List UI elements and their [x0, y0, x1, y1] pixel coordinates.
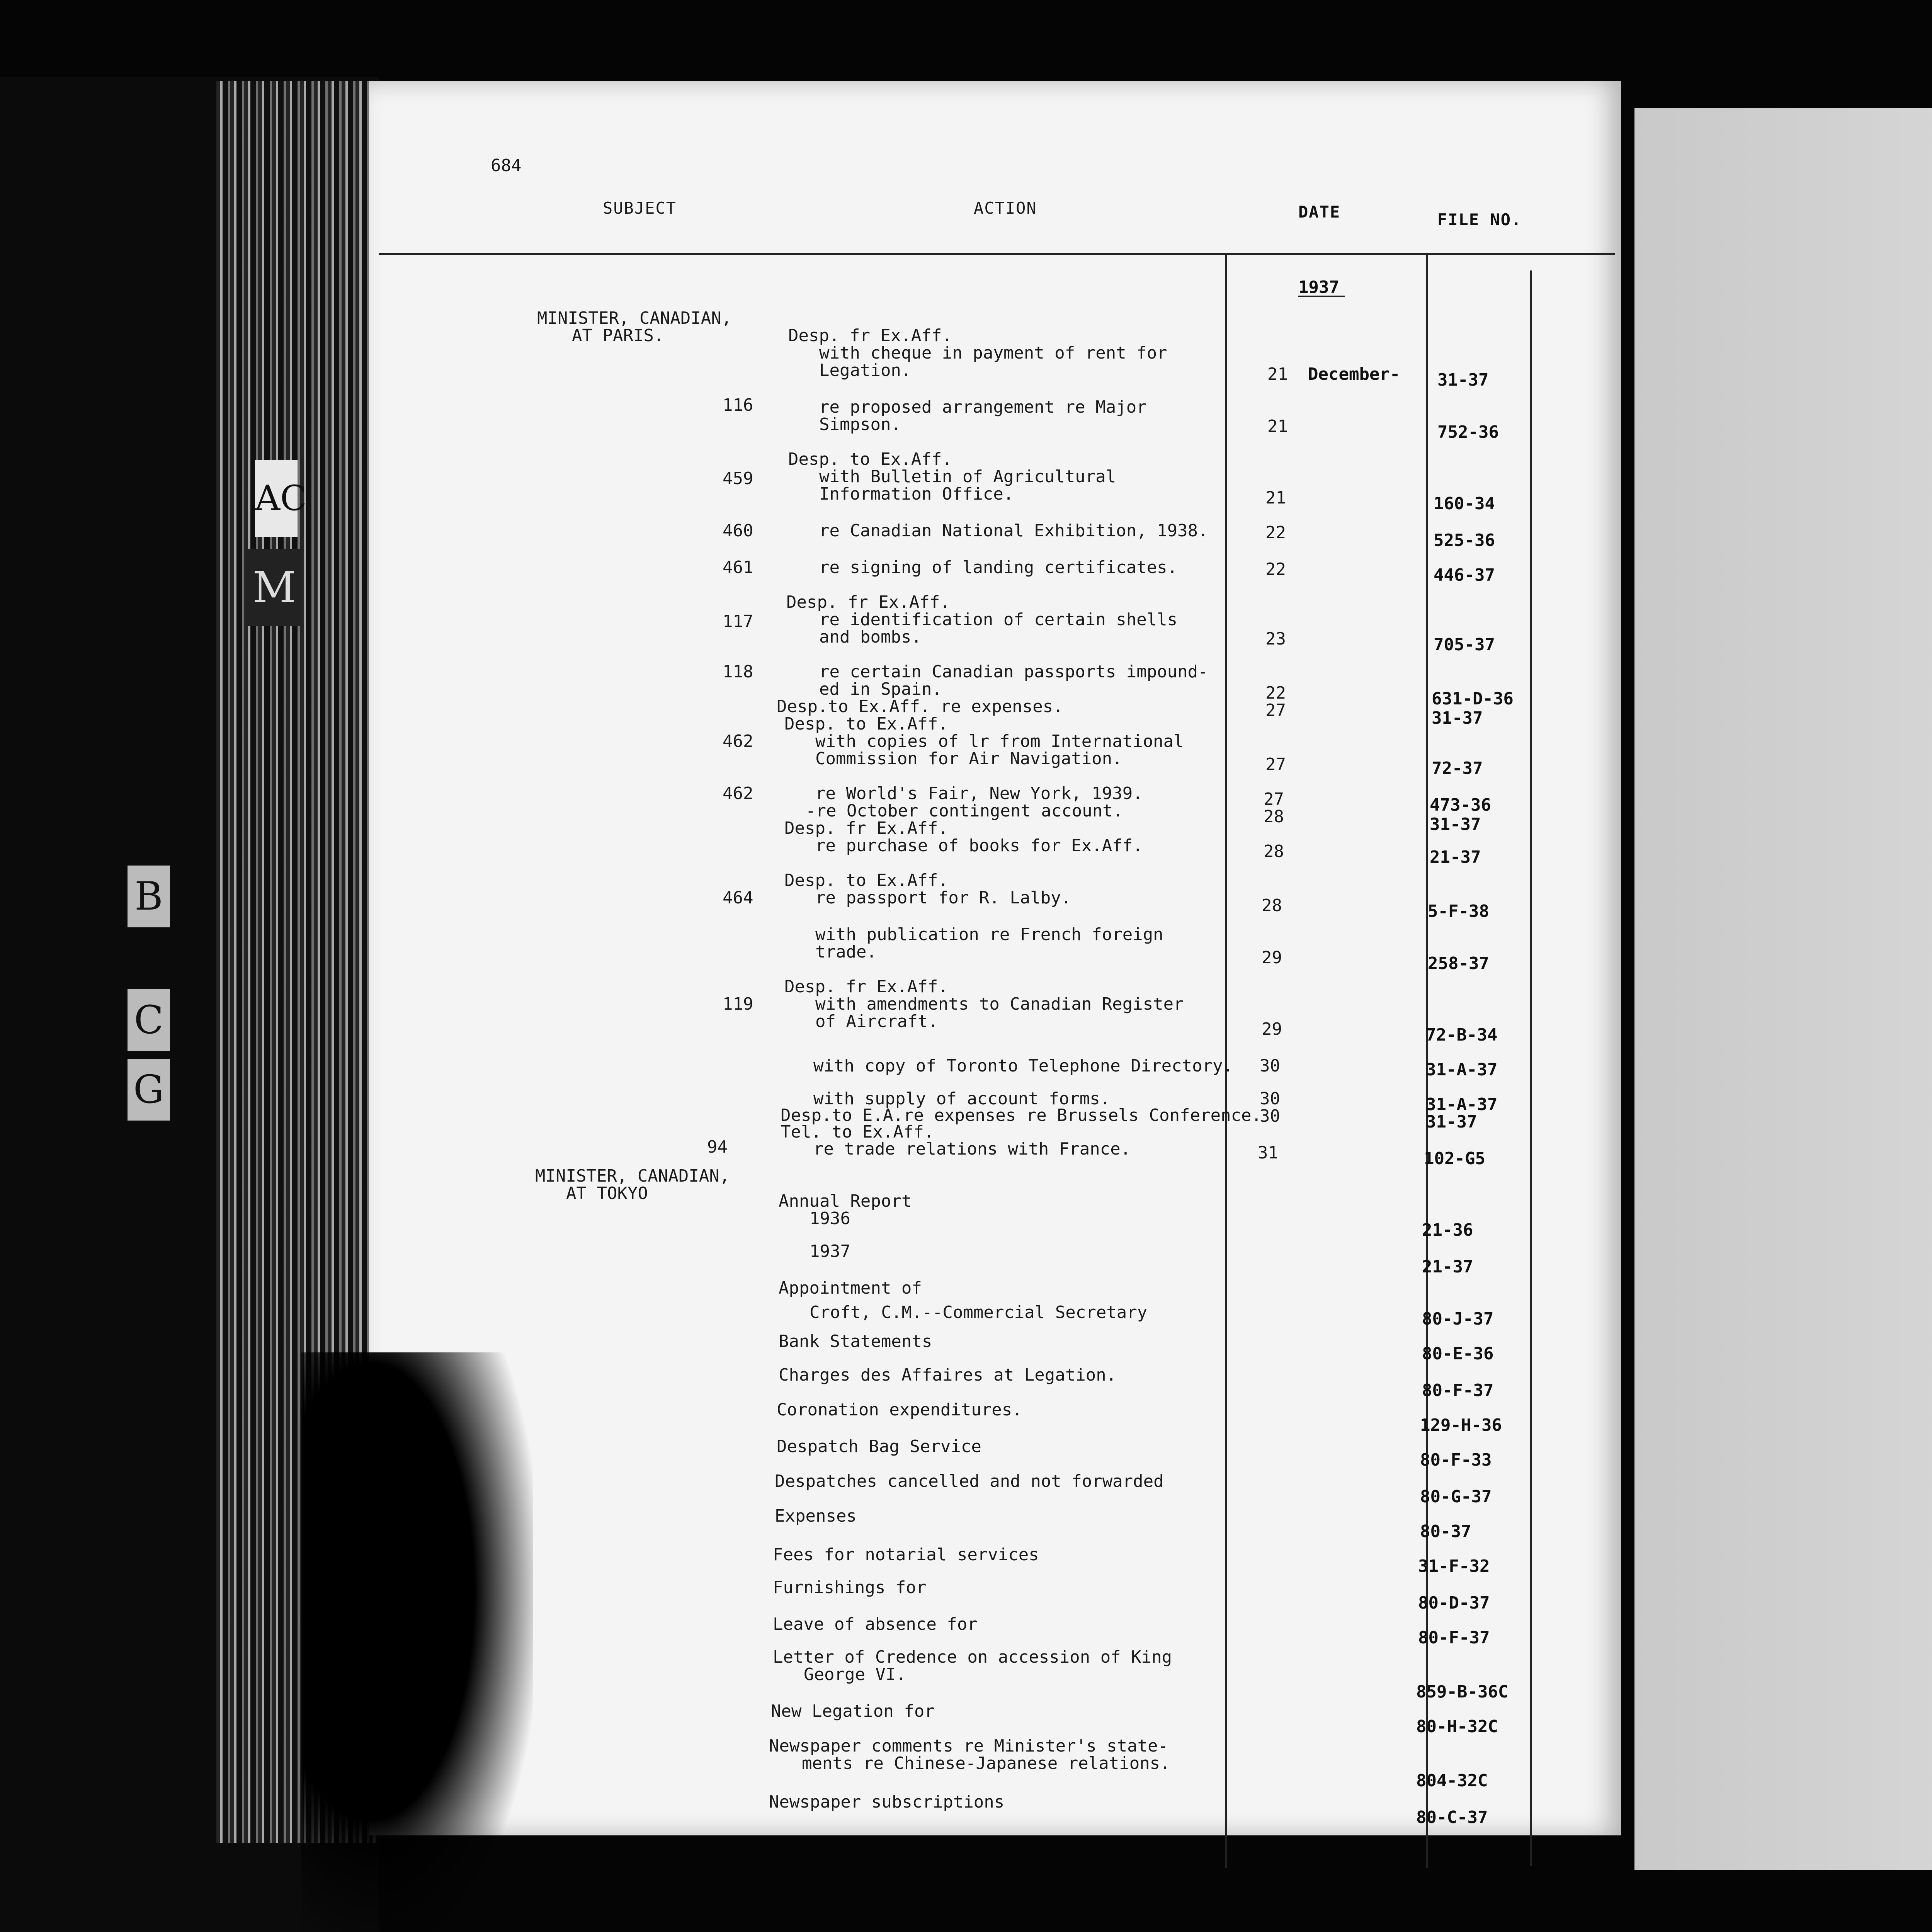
- file-number: 473-36: [1430, 795, 1491, 815]
- date-day: 23: [1265, 629, 1286, 649]
- action-line: Desp. fr Ex.Aff.: [788, 326, 952, 345]
- date-day: 30: [1260, 1106, 1280, 1126]
- date-day: 31: [1258, 1143, 1278, 1163]
- index-tab-a: AC: [255, 460, 298, 537]
- file-number: 102-G5: [1424, 1149, 1485, 1168]
- date-day: 28: [1262, 896, 1282, 915]
- date-day: 22: [1265, 683, 1286, 703]
- file-number: 72-37: [1432, 759, 1483, 778]
- subject-tokyo-line2: AT TOKYO: [566, 1184, 648, 1203]
- action-line: Fees for notarial services: [773, 1545, 1039, 1565]
- file-number: 752-36: [1437, 422, 1499, 442]
- file-number: 31-37: [1432, 708, 1483, 728]
- subject-header: SUBJECT: [603, 199, 677, 218]
- action-line: Desp.to E.A.re expenses re Brussels Conference.: [781, 1105, 1262, 1125]
- action-line: with Bulletin of Agricultural: [819, 467, 1116, 486]
- action-line: Coronation expenditures.: [777, 1400, 1022, 1420]
- action-line: Information Office.: [819, 484, 1014, 504]
- action-line: Annual Report: [779, 1191, 912, 1211]
- file-number: 80-J-37: [1422, 1309, 1494, 1329]
- action-line: 1937: [810, 1242, 850, 1261]
- file-number: 31-37: [1430, 815, 1481, 834]
- date-day: 29: [1262, 1019, 1282, 1039]
- action-line: re identification of certain shells: [819, 610, 1178, 629]
- action-line: Commission for Air Navigation.: [815, 749, 1122, 769]
- action-line: Appointment of: [779, 1278, 922, 1298]
- file-number: 80-37: [1420, 1522, 1471, 1541]
- date-day: 21: [1265, 488, 1286, 508]
- year-heading: 1937: [1298, 277, 1339, 297]
- action-line: re signing of landing certificates.: [819, 558, 1178, 577]
- action-line: of Aircraft.: [815, 1012, 938, 1031]
- action-line: ed in Spain.: [819, 679, 942, 699]
- action-line: Newspaper subscriptions: [769, 1792, 1005, 1812]
- action-line: Desp. fr Ex.Aff.: [786, 592, 950, 612]
- file-no-header: FILE NO.: [1437, 210, 1522, 229]
- index-tab-b: B: [128, 866, 170, 927]
- page-number: 684: [491, 156, 522, 175]
- action-line: ments re Chinese-Japanese relations.: [802, 1753, 1170, 1773]
- action-line: re passport for R. Lalby.: [815, 888, 1071, 908]
- action-line: New Legation for: [771, 1701, 935, 1721]
- date-day: 30: [1260, 1056, 1280, 1076]
- action-line: Desp.to Ex.Aff. re expenses.: [777, 697, 1063, 716]
- file-number: 705-37: [1434, 635, 1495, 655]
- hand-shadow-left: [301, 1352, 533, 1932]
- action-line: 1936: [810, 1209, 850, 1228]
- action-line: with cheque in payment of rent for: [819, 343, 1167, 363]
- action-line: Desp. fr Ex.Aff.: [784, 818, 948, 838]
- file-number: 31-A-37: [1426, 1095, 1498, 1114]
- right-blank-page: [1634, 108, 1932, 1870]
- file-number: 31-F-32: [1418, 1556, 1490, 1576]
- date-day: 29: [1262, 948, 1282, 968]
- action-line: Charges des Affaires at Legation.: [779, 1365, 1117, 1385]
- despatch-number: 117: [723, 612, 753, 631]
- file-number: 21-37: [1422, 1257, 1473, 1277]
- file-number: 80-F-37: [1422, 1381, 1494, 1400]
- date-day: 21: [1267, 417, 1288, 436]
- subject-paris-line1: MINISTER, CANADIAN,: [537, 308, 732, 328]
- file-number: 31-37: [1426, 1112, 1477, 1132]
- action-line: Expenses: [775, 1506, 857, 1526]
- action-line: Despatches cancelled and not forwarded: [775, 1471, 1164, 1491]
- action-line: re Canadian National Exhibition, 1938.: [819, 521, 1208, 541]
- file-number: 80-H-32C: [1416, 1717, 1498, 1736]
- action-line: and bombs.: [819, 627, 922, 647]
- index-tab-m: M: [247, 549, 301, 626]
- action-line: Desp. fr Ex.Aff.: [784, 977, 948, 997]
- file-number: 859-B-36C: [1416, 1682, 1509, 1702]
- date-day: 27: [1265, 701, 1286, 720]
- date-day: 22: [1265, 560, 1286, 579]
- file-number: 80-G-37: [1420, 1487, 1492, 1507]
- action-header: ACTION: [974, 199, 1037, 218]
- file-number: 804-32C: [1416, 1771, 1488, 1791]
- action-line: with publication re French foreign: [815, 925, 1163, 944]
- index-tab-c: C: [128, 989, 170, 1051]
- date-month: December-: [1308, 364, 1400, 384]
- file-number: 258-37: [1428, 954, 1489, 973]
- file-number: 31-37: [1437, 370, 1489, 390]
- file-number: 631-D-36: [1432, 689, 1514, 709]
- action-line: Legation.: [819, 361, 912, 380]
- action-line: Desp. to Ex.Aff.: [788, 449, 952, 469]
- file-number: 5-F-38: [1428, 901, 1489, 921]
- file-number: 525-36: [1434, 531, 1495, 550]
- file-number: 21-36: [1422, 1220, 1473, 1240]
- action-line: Simpson.: [819, 415, 901, 434]
- despatch-number: 460: [723, 521, 753, 541]
- file-number: 80-F-33: [1420, 1450, 1492, 1470]
- date-day: 22: [1265, 523, 1286, 543]
- subject-tokyo-line1: MINISTER, CANADIAN,: [535, 1166, 730, 1186]
- date-day: 28: [1264, 842, 1284, 861]
- action-line: Letter of Credence on accession of King: [773, 1647, 1172, 1667]
- action-line: -re October contingent account.: [806, 801, 1123, 821]
- index-tab-g: G: [128, 1059, 170, 1121]
- action-line: Desp. to Ex.Aff.: [784, 714, 948, 734]
- action-line: with amendments to Canadian Register: [815, 994, 1184, 1014]
- action-line: George VI.: [804, 1665, 906, 1684]
- action-line: Newspaper comments re Minister's state-: [769, 1736, 1168, 1756]
- action-line: re trade relations with France.: [813, 1139, 1131, 1159]
- action-line: Desp. to Ex.Aff.: [784, 871, 948, 890]
- action-line: Croft, C.M.--Commercial Secretary: [810, 1303, 1148, 1322]
- date-day: 21: [1267, 364, 1288, 384]
- despatch-number: 462: [723, 731, 753, 751]
- header-rule: [379, 253, 1615, 255]
- file-number: 80-C-37: [1416, 1808, 1488, 1827]
- file-number: 80-F-37: [1418, 1628, 1490, 1648]
- despatch-number: 459: [723, 469, 753, 488]
- action-line: trade.: [815, 942, 877, 962]
- action-line: re certain Canadian passports impound-: [819, 662, 1208, 682]
- file-number: 160-34: [1434, 494, 1495, 514]
- file-number: 80-D-37: [1418, 1593, 1490, 1613]
- date-day: 28: [1264, 807, 1284, 827]
- subject-paris-line2: AT PARIS.: [572, 326, 664, 345]
- file-number: 21-37: [1430, 847, 1481, 867]
- file-number: 31-A-37: [1426, 1060, 1498, 1080]
- despatch-number: 461: [723, 558, 753, 577]
- despatch-number: 94: [707, 1137, 728, 1157]
- despatch-number: 116: [723, 395, 753, 415]
- file-number: 80-E-36: [1422, 1344, 1494, 1364]
- despatch-number: 462: [723, 784, 753, 803]
- despatch-number: 119: [723, 994, 753, 1014]
- file-number: 129-H-36: [1420, 1415, 1502, 1435]
- date-day: 27: [1264, 789, 1284, 809]
- file-number: 446-37: [1434, 565, 1495, 585]
- action-line: with supply of account forms.: [813, 1089, 1111, 1109]
- action-line: Tel. to Ex.Aff.: [781, 1122, 934, 1142]
- despatch-number: 464: [723, 888, 753, 908]
- date-day: 27: [1265, 755, 1286, 774]
- file-column-rule-right: [1530, 270, 1532, 1866]
- action-line: Leave of absence for: [773, 1614, 978, 1634]
- date-day: 30: [1260, 1089, 1280, 1109]
- action-line: re World's Fair, New York, 1939.: [815, 784, 1143, 803]
- action-line: Bank Statements: [779, 1332, 932, 1351]
- date-header: DATE: [1298, 202, 1341, 221]
- action-line: with copy of Toronto Telephone Directory.: [813, 1056, 1233, 1076]
- action-line: Furnishings for: [773, 1578, 927, 1597]
- action-line: Despatch Bag Service: [777, 1437, 981, 1456]
- action-line: re purchase of books for Ex.Aff.: [815, 836, 1143, 855]
- file-number: 72-B-34: [1426, 1025, 1498, 1045]
- action-line: with copies of lr from International: [815, 731, 1184, 751]
- action-line: re proposed arrangement re Major: [819, 397, 1147, 417]
- despatch-number: 118: [723, 662, 753, 682]
